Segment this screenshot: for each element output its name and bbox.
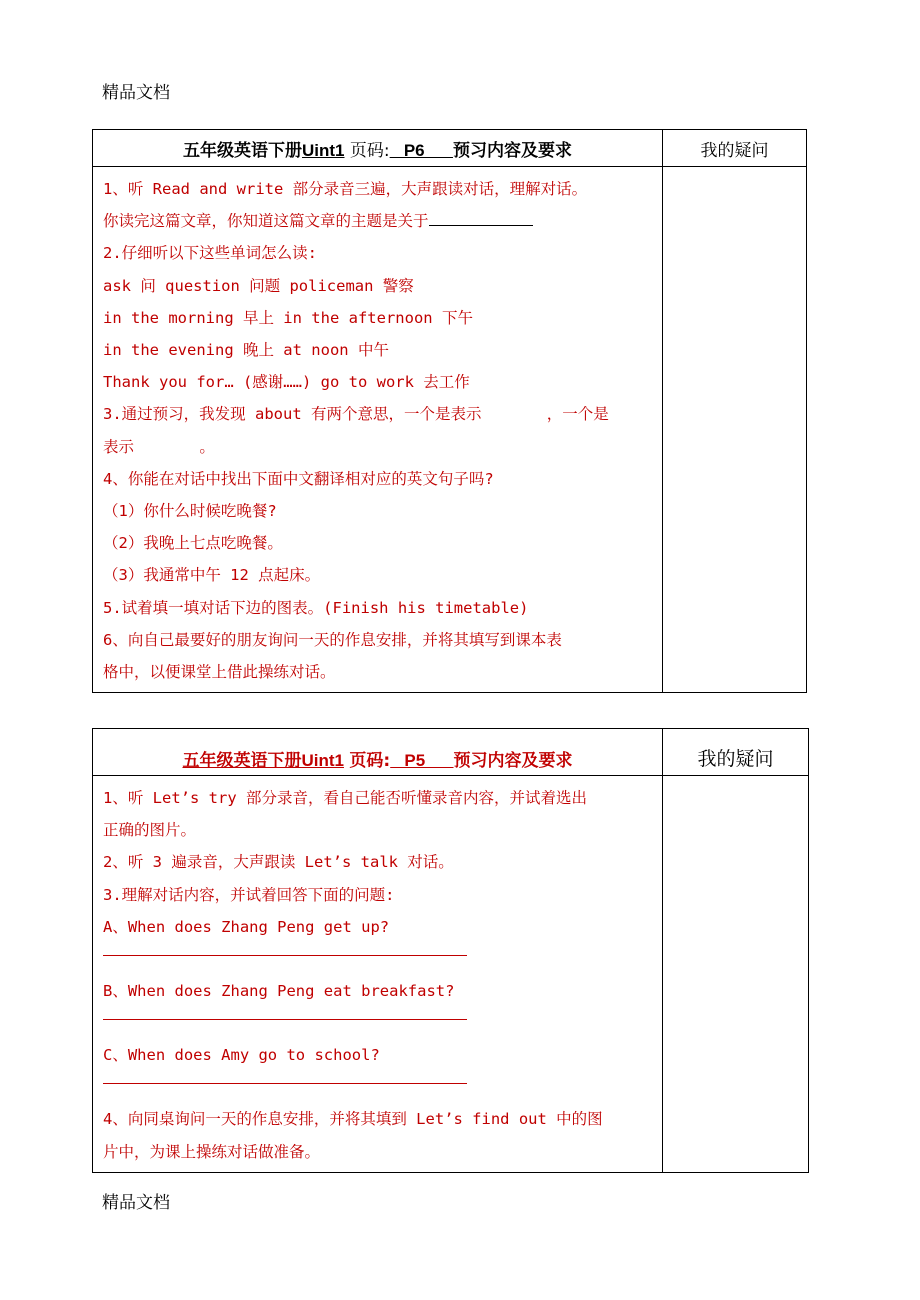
list-item: in the evening 晚上 at noon 中午 xyxy=(103,341,389,360)
table-title xyxy=(93,729,663,776)
list-item: 片中，为课上操练对话做准备。 xyxy=(103,1142,321,1161)
list-item: 表示 。 xyxy=(103,437,215,456)
question-header: 我的疑问 xyxy=(663,130,807,167)
list-item: 3.理解对话内容，并试着回答下面的问题: xyxy=(103,885,395,904)
content-cell xyxy=(93,776,663,1173)
list-item: in the morning 早上 in the afternoon 下午 xyxy=(103,308,473,327)
list-item: 5.试着填一填对话下边的图表。(Finish his timetable) xyxy=(103,598,529,617)
list-item: 4、向同桌询问一天的作息安排，并将其填到 Let’s find out 中的图 xyxy=(103,1110,603,1129)
content-cell xyxy=(93,167,663,693)
title-page: P5 xyxy=(390,750,454,770)
question-b: B、When does Zhang Peng eat breakfast? xyxy=(103,982,455,1001)
header-label: 精品文档 xyxy=(102,83,170,103)
preview-table-p5 xyxy=(92,728,809,1173)
question-cell[interactable] xyxy=(663,776,809,1173)
title-suffix: 预习内容及要求 xyxy=(453,750,573,771)
question-a: A、When does Zhang Peng get up? xyxy=(103,917,390,936)
answer-blank[interactable] xyxy=(429,211,533,226)
list-item: 3.通过预习，我发现 about 有两个意思，一个是表示 ，一个是 xyxy=(103,405,609,424)
list-item: 2.仔细听以下这些单词怎么读: xyxy=(103,244,317,263)
table-title xyxy=(93,130,663,167)
list-item: 6、向自己最要好的朋友询问一天的作息安排，并将其填写到课本表 xyxy=(103,630,562,649)
list-item: 格中，以便课堂上借此操练对话。 xyxy=(103,663,336,682)
list-item: （2）我晚上七点吃晚餐。 xyxy=(103,534,283,553)
list-item: 1、听 Read and write 部分录音三遍，大声跟读对话，理解对话。 xyxy=(103,180,588,198)
list-item: Thank you for… (感谢……) go to work 去工作 xyxy=(103,373,470,392)
question-cell[interactable] xyxy=(663,167,807,693)
question-header: 我的疑问 xyxy=(663,729,809,776)
title-unit: Uint1 xyxy=(301,750,344,770)
list-item: 1、听 Let’s try 部分录音，看自己能否听懂录音内容，并试着选出 xyxy=(103,789,587,807)
list-item: 4、你能在对话中找出下面中文翻译相对应的英文句子吗? xyxy=(103,469,494,488)
title-page-label: 页码: xyxy=(349,140,390,161)
question-c: C、When does Amy go to school? xyxy=(103,1046,380,1065)
preview-table-p6 xyxy=(92,129,807,693)
list-item: 正确的图片。 xyxy=(103,821,197,840)
answer-line-c[interactable] xyxy=(103,1071,654,1103)
list-item: 2、听 3 遍录音，大声跟读 Let’s talk 对话。 xyxy=(103,853,454,872)
title-suffix: 预习内容及要求 xyxy=(452,140,572,161)
list-item: 你读完这篇文章，你知道这篇文章的主题是关于 xyxy=(103,205,654,237)
title-page-label: 页码: xyxy=(349,750,391,771)
title-unit: Uint1 xyxy=(302,140,345,160)
list-item: （3）我通常中午 12 点起床。 xyxy=(103,566,321,585)
title-page: P6 xyxy=(389,140,453,160)
answer-line-b[interactable] xyxy=(103,1007,654,1039)
list-item: （1）你什么时候吃晚餐? xyxy=(103,502,277,521)
list-item: ask 问 question 问题 policeman 警察 xyxy=(103,276,414,295)
footer-label: 精品文档 xyxy=(102,1193,170,1213)
answer-line-a[interactable] xyxy=(103,943,654,975)
title-prefix: 五年级英语下册 xyxy=(183,140,303,161)
title-prefix: 五年级英语下册 xyxy=(182,750,302,771)
